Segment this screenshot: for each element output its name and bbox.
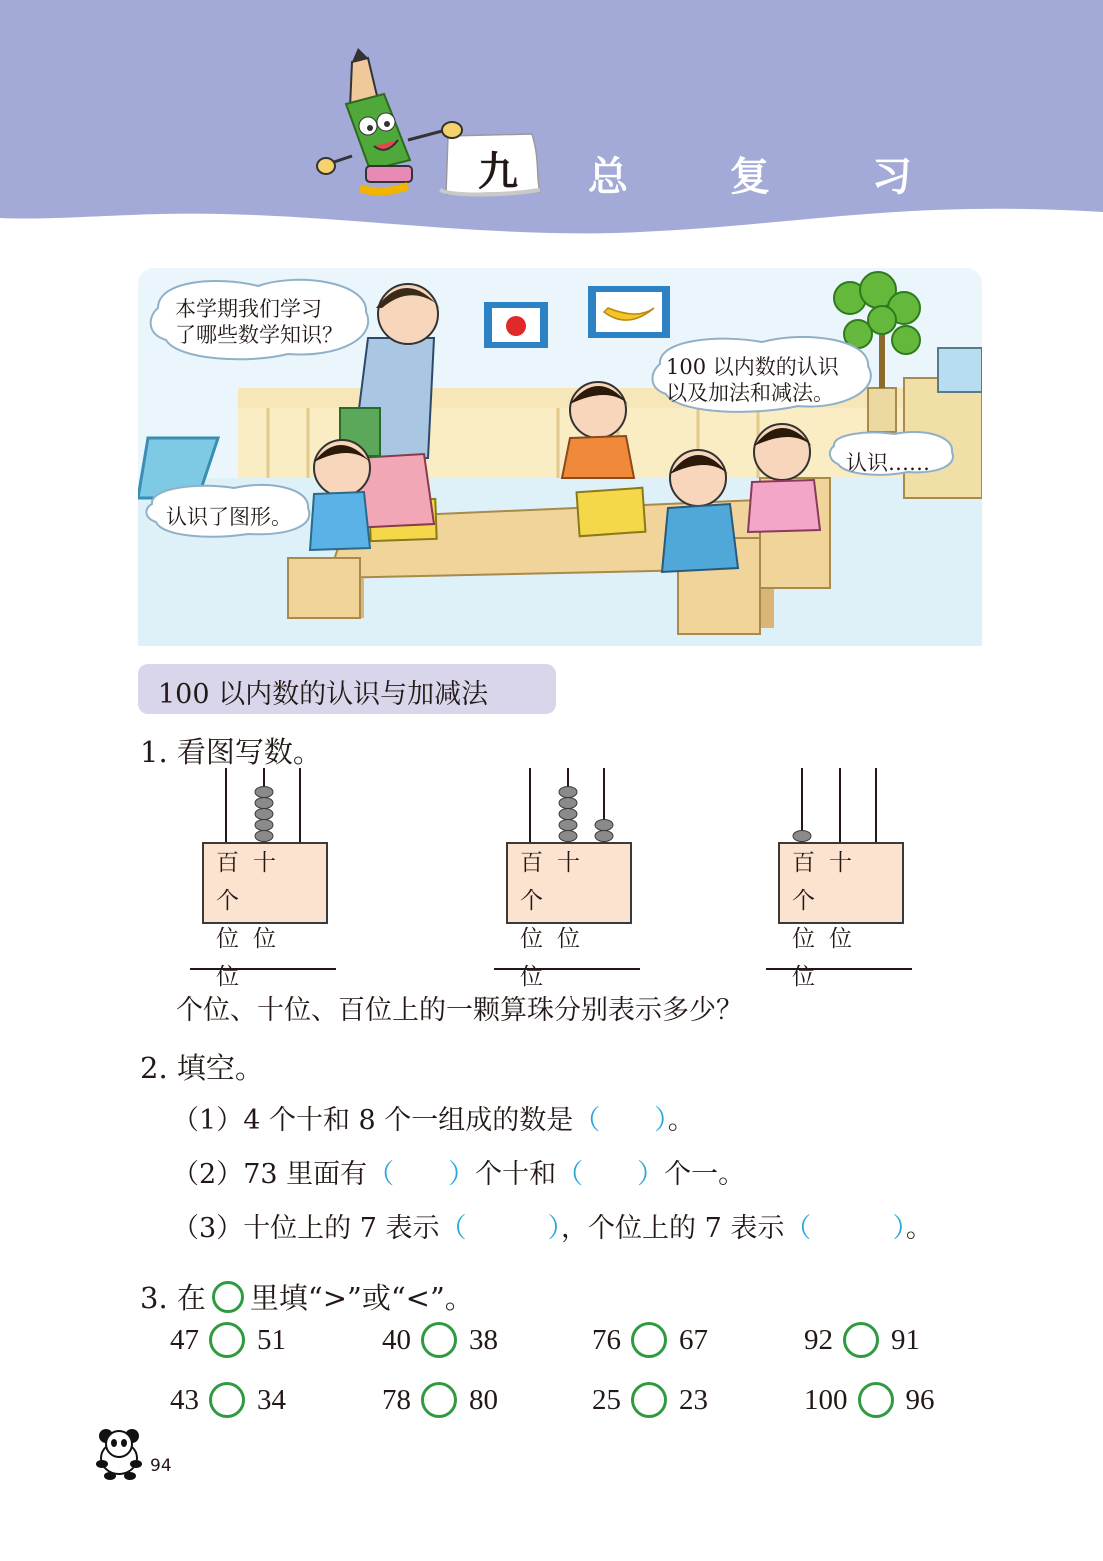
answer-line-3[interactable] <box>766 968 912 970</box>
abacus-3-label-bottom: 位位位 <box>792 926 866 990</box>
comparison-item <box>804 1322 920 1358</box>
abacus-2-bead-tens <box>559 831 577 842</box>
q2-item-3-open-1: （ <box>439 1213 467 1244</box>
q2-item-2-blank-2[interactable] <box>583 1159 637 1190</box>
abacus-2-bead-tens <box>559 809 577 820</box>
comparison-left-number: 78 <box>382 1383 411 1416</box>
comparison-right-number: 38 <box>469 1323 498 1356</box>
abacus-3-label-top: 百十个 <box>792 850 866 914</box>
section-title: 100 以内数的认识与加减法 <box>158 679 489 710</box>
comparison-circle-blank[interactable] <box>209 1322 245 1358</box>
comparison-circle-blank[interactable] <box>421 1382 457 1418</box>
q2-item-2-open-2: （ <box>556 1159 584 1190</box>
q3-title <box>140 1276 474 1317</box>
q2-item-2-text-1: 73 里面有 <box>243 1159 368 1190</box>
boy-speech: 认识了图形。 <box>166 505 292 529</box>
abacus-2-bead-tens <box>559 798 577 809</box>
abacus-3-bead-hundreds <box>793 831 811 842</box>
comparison-right-number: 34 <box>257 1383 286 1416</box>
q2-item-1-open: （ <box>573 1105 601 1136</box>
comparison-left-number: 40 <box>382 1323 411 1356</box>
q2-item-3-close-1: ） <box>547 1213 562 1244</box>
comparison-circle-blank[interactable] <box>631 1322 667 1358</box>
q2-item-2-close-2: ） <box>637 1159 665 1190</box>
q2-item-3-blank-1[interactable] <box>467 1213 548 1244</box>
q3-title-pre: 3. 在 <box>140 1281 206 1315</box>
comparison-right-number: 96 <box>905 1383 935 1416</box>
comparison-right-number: 80 <box>469 1383 498 1416</box>
abacus-1-label-bottom: 位位位 <box>216 926 290 990</box>
chapter-header <box>0 0 1103 240</box>
abacus-2-bead-ones <box>595 820 613 831</box>
comparison-circle-blank[interactable] <box>209 1382 245 1418</box>
q2-item-1-end: 。 <box>667 1105 695 1136</box>
comparison-item <box>804 1382 935 1418</box>
q2-item-1-blank[interactable] <box>600 1105 654 1136</box>
circle-icon <box>212 1281 244 1313</box>
abacus-2-bead-tens <box>559 787 577 798</box>
q2-item-3-text-2: ，个位上的 7 表示 <box>561 1213 785 1244</box>
q2-item-3-text-1: 十位上的 7 表示 <box>243 1213 440 1244</box>
q2-item-2 <box>172 1152 745 1191</box>
q2-item-2-blank-1[interactable] <box>394 1159 448 1190</box>
q2-item-2-text-2: 个十和 <box>475 1159 557 1190</box>
comparison-right-number: 51 <box>257 1323 286 1356</box>
q1-followup: 个位、十位、百位上的一颗算珠分别表示多少？ <box>176 995 743 1026</box>
q2-item-2-open-1: （ <box>367 1159 395 1190</box>
q2-item-2-end: 个一。 <box>664 1159 746 1190</box>
chapter-number: 九 <box>478 149 518 195</box>
comparison-item <box>592 1322 708 1358</box>
comparison-right-number: 91 <box>891 1323 920 1356</box>
q2-item-3-end: 。 <box>905 1213 933 1244</box>
girl2-speech: 认识…… <box>846 451 930 475</box>
abacus-2-label-bottom: 位位位 <box>520 926 594 990</box>
comparison-item <box>170 1382 286 1418</box>
answer-line-2[interactable] <box>494 968 640 970</box>
abacus-1-frame <box>202 842 328 990</box>
comparison-right-number: 67 <box>679 1323 708 1356</box>
answer-line-1[interactable] <box>190 968 336 970</box>
q2-item-3-blank-2[interactable] <box>811 1213 892 1244</box>
comparison-circle-blank[interactable] <box>843 1322 879 1358</box>
q1-title: 1. 看图写数。 <box>140 735 322 769</box>
chapter-title: 总 复 习 <box>588 154 956 200</box>
q2-item-1-close: ） <box>654 1105 668 1136</box>
abacus-1-label-top: 百十个 <box>216 850 290 914</box>
q2-item-2-close-1: ） <box>448 1159 476 1190</box>
abacus-2-frame <box>506 842 632 990</box>
teacher-speech-line-2: 了哪些数学知识？ <box>175 323 343 347</box>
q2-item-2-num: （2） <box>172 1159 244 1190</box>
comparison-left-number: 100 <box>804 1383 848 1416</box>
q2-item-1 <box>172 1098 695 1137</box>
panda-icon <box>92 1424 146 1480</box>
comparison-item <box>382 1382 498 1418</box>
comparison-left-number: 92 <box>804 1323 833 1356</box>
abacus-1-bead-tens <box>255 831 273 842</box>
teacher-speech-line-1: 本学期我们学习 <box>175 297 322 321</box>
comparison-circle-blank[interactable] <box>858 1382 894 1418</box>
comparison-item <box>170 1322 286 1358</box>
q3-title-post: 里填“>”或“<”。 <box>249 1281 474 1315</box>
abacus-2-bead-ones <box>595 831 613 842</box>
q2-item-1-text: 4 个十和 8 个一组成的数是 <box>243 1105 574 1136</box>
comparison-left-number: 43 <box>170 1383 199 1416</box>
comparison-circle-blank[interactable] <box>421 1322 457 1358</box>
abacus-3-frame <box>778 842 904 990</box>
q2-item-3-open-2: （ <box>784 1213 812 1244</box>
q2-title: 2. 填空。 <box>140 1051 264 1085</box>
abacus-1-bead-tens <box>255 798 273 809</box>
abacus-2-label-top: 百十个 <box>520 850 594 914</box>
comparison-circle-blank[interactable] <box>631 1382 667 1418</box>
comparison-left-number: 25 <box>592 1383 621 1416</box>
q2-item-1-num: （1） <box>172 1105 244 1136</box>
girl-speech-line-1: 100 以内数的认识 <box>666 355 839 379</box>
comparison-left-number: 47 <box>170 1323 199 1356</box>
abacus-1-bead-tens <box>255 820 273 831</box>
q2-item-3-close-2: ） <box>892 1213 906 1244</box>
abacus-1-bead-tens <box>255 809 273 820</box>
comparison-item <box>592 1382 708 1418</box>
comparison-item <box>382 1322 498 1358</box>
abacus-rods <box>0 760 1103 850</box>
girl-speech-line-2: 以及加法和减法。 <box>666 381 834 405</box>
q2-item-3 <box>172 1206 933 1245</box>
abacus-1-bead-tens <box>255 787 273 798</box>
abacus-2-bead-tens <box>559 820 577 831</box>
page-number: 94 <box>150 1456 172 1476</box>
comparison-left-number: 76 <box>592 1323 621 1356</box>
comparison-right-number: 23 <box>679 1383 708 1416</box>
q2-item-3-num: （3） <box>172 1213 244 1244</box>
